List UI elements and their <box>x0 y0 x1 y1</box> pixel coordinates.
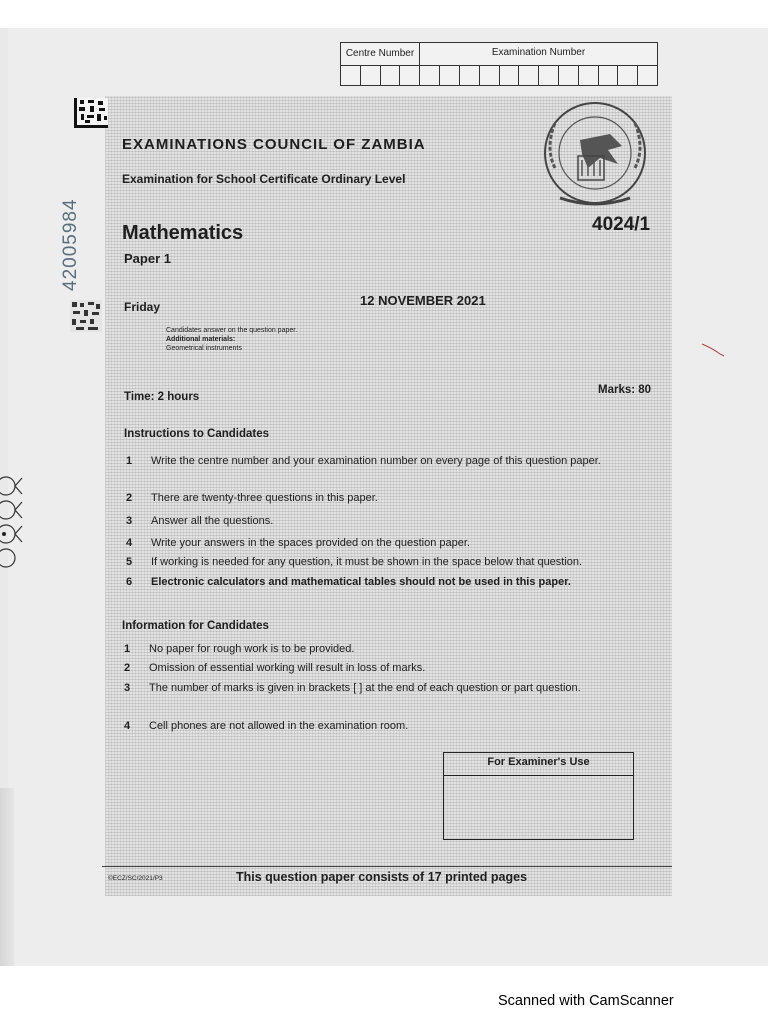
item-text: There are twenty-three questions in this paper. <box>151 492 378 504</box>
paper-reference: ©ECZ/SC/2021/P3 <box>108 875 163 882</box>
exam-cell[interactable] <box>618 66 638 85</box>
item-number: 3 <box>124 682 131 694</box>
small-barcode-icon <box>70 300 102 332</box>
paper-code: 4024/1 <box>592 214 651 235</box>
centre-cell[interactable] <box>341 66 361 85</box>
materials-line: Geometrical instruments <box>166 345 242 352</box>
examiner-use-box <box>443 752 634 840</box>
item-number: 2 <box>126 492 133 504</box>
item-text: If working is needed for any question, it must be shown in the space below that question. <box>151 556 583 568</box>
exam-cell[interactable] <box>420 66 440 85</box>
information-heading: Information for Candidates <box>122 620 269 632</box>
instruction-item <box>126 453 651 469</box>
item-text: Write your answers in the spaces provided on the question paper. <box>151 537 470 549</box>
instruction-item <box>126 513 651 529</box>
item-number: 3 <box>126 515 133 527</box>
examination-number-label: Examination Number <box>420 43 657 66</box>
pen-stroke-mark <box>700 340 730 360</box>
candidate-number-box <box>340 42 658 86</box>
exam-date: 12 NOVEMBER 2021 <box>360 293 486 308</box>
scanner-watermark: Scanned with CamScanner <box>498 993 674 1009</box>
council-crest-icon <box>530 98 660 216</box>
information-item <box>124 680 649 696</box>
item-text: The number of marks is given in brackets [ ] at the end of each question or part question. <box>149 682 581 694</box>
candidate-code: 42005984 <box>60 198 81 292</box>
paper-number: Paper 1 <box>124 251 171 266</box>
exam-cell[interactable] <box>460 66 480 85</box>
exam-cell[interactable] <box>519 66 539 85</box>
item-number: 6 <box>126 576 133 588</box>
page-count-note: This question paper consists of 17 printed pages <box>236 870 528 884</box>
materials-note <box>166 326 297 353</box>
materials-line: Candidates answer on the question paper. <box>166 327 298 334</box>
council-name: EXAMINATIONS COUNCIL OF ZAMBIA <box>122 136 426 153</box>
exam-cell[interactable] <box>599 66 619 85</box>
item-number: 4 <box>124 720 131 732</box>
centre-cell[interactable] <box>381 66 401 85</box>
data-matrix-barcode-icon <box>74 98 108 128</box>
footer-rule <box>102 866 672 867</box>
item-number: 2 <box>124 662 131 674</box>
exam-cell[interactable] <box>638 66 657 85</box>
instructions-heading: Instructions to Candidates <box>124 428 270 440</box>
edge-ornament-icon <box>0 470 26 580</box>
exam-cell[interactable] <box>440 66 460 85</box>
item-text: Omission of essential working will result in loss of marks. <box>149 662 426 674</box>
exam-cell[interactable] <box>579 66 599 85</box>
instruction-item <box>126 535 651 551</box>
information-item <box>124 641 649 657</box>
item-text: Write the centre number and your examination number on every page of this question paper. <box>151 455 601 467</box>
paper-binding-edge <box>0 788 14 966</box>
item-text: Cell phones are not allowed in the examination room. <box>149 720 409 732</box>
exam-day: Friday <box>124 300 161 314</box>
information-item <box>124 718 649 734</box>
number-entry-cells[interactable] <box>341 66 657 85</box>
information-item <box>124 660 649 676</box>
item-number: 1 <box>124 643 131 655</box>
exam-time: Time: 2 hours <box>124 391 200 403</box>
subject-title: Mathematics <box>122 222 244 244</box>
exam-cell[interactable] <box>539 66 559 85</box>
exam-cell[interactable] <box>500 66 520 85</box>
instruction-item <box>126 554 651 570</box>
item-number: 5 <box>126 556 133 568</box>
exam-cell[interactable] <box>559 66 579 85</box>
exam-level: Examination for School Certificate Ordinary Level <box>122 172 406 186</box>
instruction-item <box>126 574 651 590</box>
item-text: No paper for rough work is to be provided. <box>149 643 355 655</box>
centre-number-label: Centre Number <box>341 43 420 66</box>
centre-cell[interactable] <box>400 66 420 85</box>
item-text: Electronic calculators and mathematical tables should not be used in this paper. <box>151 576 571 588</box>
centre-cell[interactable] <box>361 66 381 85</box>
total-marks: Marks: 80 <box>598 384 652 396</box>
item-number: 1 <box>126 455 133 467</box>
item-text: Answer all the questions. <box>151 515 274 527</box>
materials-line: Additional materials: <box>166 336 236 343</box>
examiner-use-label: For Examiner's Use <box>444 753 633 776</box>
exam-cell[interactable] <box>480 66 500 85</box>
item-number: 4 <box>126 537 133 549</box>
instruction-item <box>126 490 651 506</box>
